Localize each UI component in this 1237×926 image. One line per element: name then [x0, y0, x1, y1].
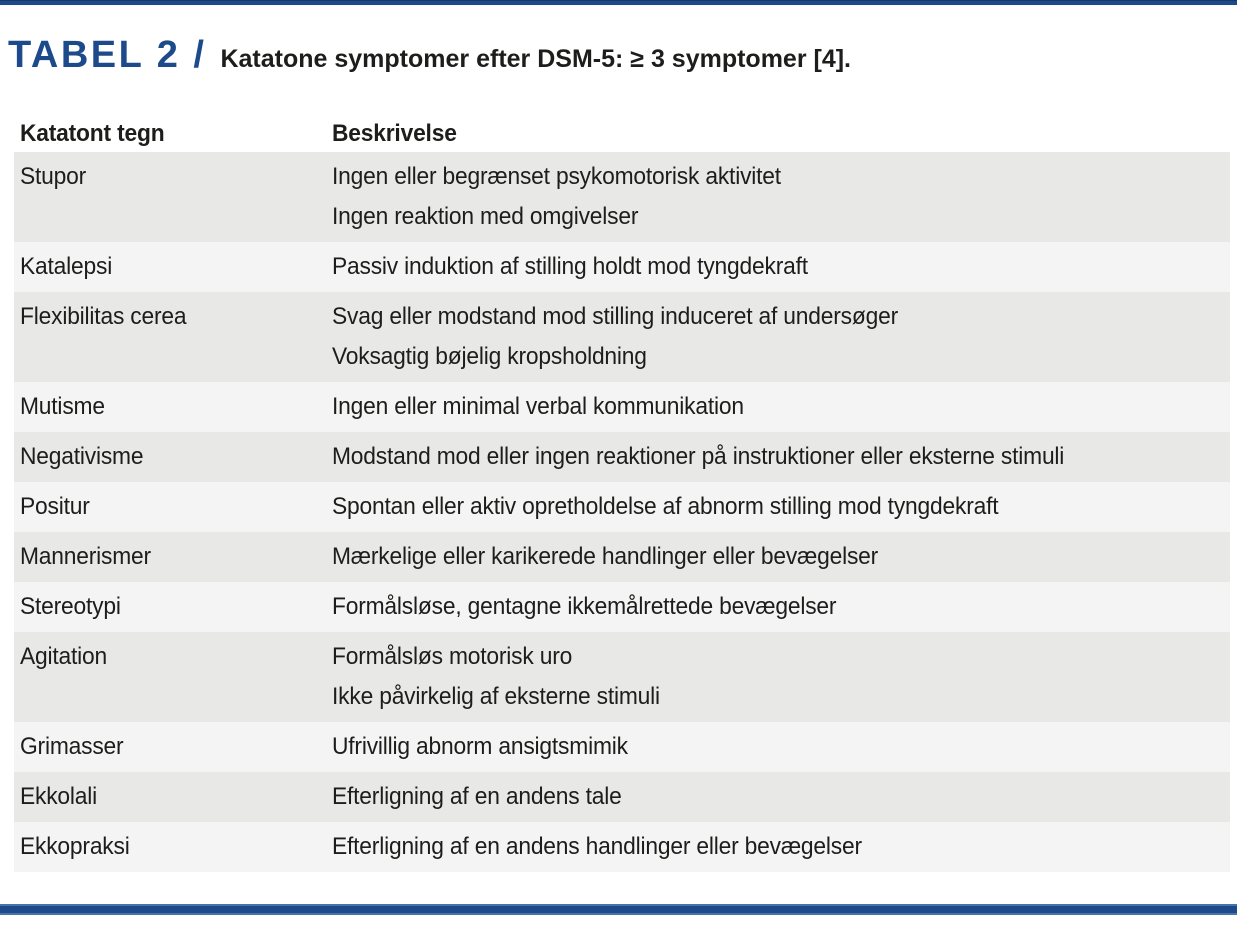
- table-row: [14, 822, 1230, 872]
- top-rule: [0, 0, 1237, 5]
- sign-cell: Ekkopraksi: [20, 833, 130, 860]
- description-cell: Efterligning af en andens tale: [332, 783, 622, 810]
- description-cell: Ufrivillig abnorm ansigtsmimik: [332, 733, 628, 760]
- table-header-row: [14, 108, 1230, 152]
- description-cell: Modstand mod eller ingen reaktioner på instruktioner eller eksterne stimuli: [332, 443, 1065, 470]
- table-row: [14, 582, 1230, 632]
- table-row: [14, 632, 1230, 722]
- sign-cell: Mannerismer: [20, 543, 151, 570]
- table-row: [14, 482, 1230, 532]
- column-header-description-label: Beskrivelse: [332, 120, 457, 147]
- table-row: [14, 722, 1230, 772]
- table-row: [14, 382, 1230, 432]
- sign-cell: Agitation: [20, 643, 108, 670]
- symptom-table: [14, 108, 1230, 872]
- description-cell: Formålsløs motorisk uro Ikke påvirkelig af eksterne stimuli: [332, 643, 660, 710]
- bottom-rule: [0, 904, 1237, 915]
- table-number-label: TABEL 2 /: [8, 34, 207, 76]
- description-cell: Passiv induktion af stilling holdt mod tyngdekraft: [332, 253, 808, 280]
- description-cell: Efterligning af en andens handlinger eller bevægelser: [332, 833, 862, 860]
- description-cell: Ingen eller minimal verbal kommunikation: [332, 393, 744, 420]
- sign-cell: Mutisme: [20, 393, 105, 420]
- description-cell: Mærkelige eller karikerede handlinger eller bevægelser: [332, 543, 879, 570]
- sign-cell: Stupor: [20, 163, 87, 190]
- sign-cell: Stereotypi: [20, 593, 121, 620]
- description-cell: Ingen eller begrænset psykomotorisk aktivitet Ingen reaktion med omgivelser: [332, 163, 781, 230]
- description-cell: Svag eller modstand mod stilling induceret af undersøger Voksagtig bøjelig kropsholdning: [332, 303, 899, 370]
- table-row: [14, 292, 1230, 382]
- table-row: [14, 152, 1230, 242]
- sign-cell: Positur: [20, 493, 90, 520]
- table-body: [14, 152, 1230, 872]
- table-row: [14, 772, 1230, 822]
- table-row: [14, 532, 1230, 582]
- column-header-sign: [20, 120, 332, 148]
- figure-title: [8, 34, 851, 77]
- sign-cell: Ekkolali: [20, 783, 98, 810]
- description-cell: Formålsløse, gentagne ikkemålrettede bevægelser: [332, 593, 837, 620]
- sign-cell: Flexibilitas cerea: [20, 303, 187, 330]
- table-caption: Katatone symptomer efter DSM-5: ≥ 3 symptomer [4].: [220, 45, 851, 73]
- table-row: [14, 242, 1230, 292]
- sign-cell: Grimasser: [20, 733, 124, 760]
- column-header-sign-label: Katatont tegn: [20, 120, 165, 147]
- description-cell: Spontan eller aktiv opretholdelse af abnorm stilling mod tyngdekraft: [332, 493, 999, 520]
- sign-cell: Negativisme: [20, 443, 144, 470]
- table-row: [14, 432, 1230, 482]
- column-header-description: [332, 120, 1230, 148]
- sign-cell: Katalepsi: [20, 253, 113, 280]
